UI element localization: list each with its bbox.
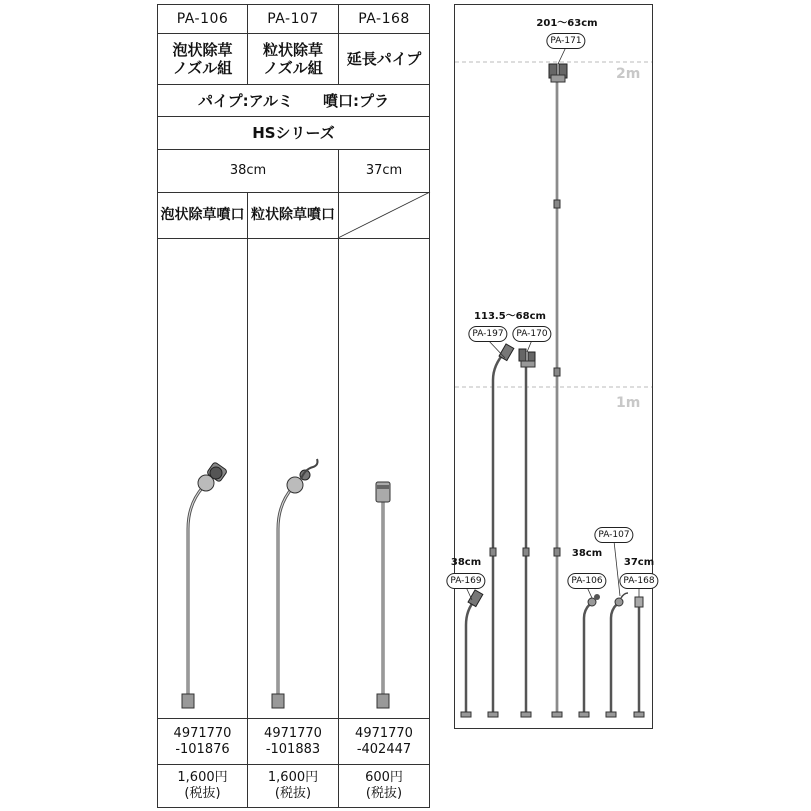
barcode-pa168: 4971770 -402447 — [355, 725, 413, 757]
length-pipe: 37cm — [365, 163, 403, 179]
tag-pa170: PA-170 — [512, 326, 551, 342]
header-code-pa106: PA-106 — [176, 10, 229, 27]
tag-pa169: PA-169 — [446, 573, 485, 589]
price-pa107: 1,600円 (税抜) — [267, 770, 319, 801]
pa106-pipe — [579, 594, 600, 717]
pa171-pipe — [549, 64, 567, 717]
scale-mark-1m: 1m — [616, 395, 641, 411]
header-code-pa107: PA-107 — [267, 10, 319, 27]
length-pa168: 37cm — [623, 557, 655, 568]
price-pa168: 600円 (税抜) — [365, 770, 403, 801]
pa197-pipe — [488, 344, 514, 717]
product-name-pa168: 延長パイプ — [346, 50, 422, 68]
pa170-pipe — [519, 349, 535, 717]
length-nozzles: 38cm — [229, 163, 267, 179]
tag-pa171: PA-171 — [546, 33, 585, 49]
barcode-pa107: 4971770 -101883 — [264, 725, 322, 757]
tag-pa168: PA-168 — [619, 573, 658, 589]
price-pa106: 1,600円 (税抜) — [177, 770, 228, 801]
series-row: HSシリーズ — [252, 124, 335, 142]
material-row: パイプ:アルミ 噴口:プラ — [198, 91, 389, 110]
tag-pa106: PA-106 — [567, 573, 606, 589]
scale-mark-2m: 2m — [616, 66, 641, 82]
pa169-pipe — [461, 590, 483, 717]
nozzle-type-pa107: 粒状除草噴口 — [251, 207, 335, 224]
pa168-pipe — [634, 597, 644, 717]
pa107-pipe — [606, 593, 628, 717]
tag-pa107: PA-107 — [594, 527, 633, 543]
length-pa171: 201〜63cm — [536, 18, 598, 29]
product-name-pa106: 泡状除草 ノズル組 — [172, 41, 233, 77]
length-pa169: 38cm — [450, 557, 482, 568]
barcode-pa106: 4971770 -101876 — [173, 725, 232, 757]
length-pa106: 38cm — [571, 548, 603, 559]
tag-pa197: PA-197 — [468, 326, 507, 342]
product-name-pa107: 粒状除草 ノズル組 — [262, 41, 323, 77]
nozzle-type-pa106: 泡状除草噴口 — [160, 207, 245, 224]
header-code-pa168: PA-168 — [358, 10, 410, 27]
length-pa197-pa170: 113.5〜68cm — [474, 311, 546, 322]
